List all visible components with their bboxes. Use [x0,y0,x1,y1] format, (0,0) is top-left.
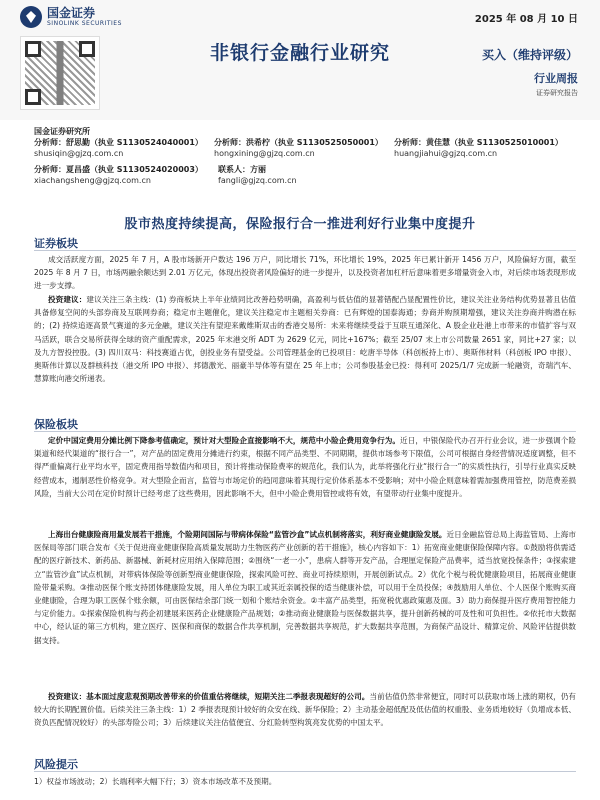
section-title-securities: 证券板块 [34,237,78,250]
analyst-entry [34,164,218,185]
insurance-advice-label: 投资建议：基本面过度悲观预期改善带来的价值重估将继续，短期关注二季报表现超好的公司。 [48,692,370,701]
securities-paragraph-2 [34,293,576,385]
analyst-name: 分析师：洪希柠（执业 S1130525050001） [214,138,383,147]
report-date: 2025 年 08 月 10 日 [474,14,578,25]
analyst-name: 分析师：舒思勤（执业 S1130524040001） [34,138,203,147]
analyst-email[interactable]: huangjiahui@gjzq.com.cn [394,149,498,158]
insurance-headline-2: 上海出台健康险商用量发展若干措施，个险期间国际与带病体保险“监管沙盒”试点机制将落实，利好商业健康险发展。 [48,530,447,539]
contact-name: 联系人：方丽 [218,165,266,174]
rating-badge: 买入（维持评级） [481,48,578,62]
insurance-text-3: 当前估值仍然非常便宜，同时可以获取市场上涨的期权，仍有较大的长期配置价值。后续关注三条主线：1）2 季报表现预计较好的众安在线、新华保险；2）主动基金超低配及低估值的权重股、业务质地较好（负增成本低、资负匹配情况较好）的头部寿险公司；3）后续建议关注估值便宜、分红险转型构筑亮发优势的中国太平。 [34,692,577,728]
securities-paragraph-1: 成交活跃度方面，2025 年 7 月，A 股市场新开户数达 196 万户，同比增长 71%，环比增长 19%，2025 年已累计新开 1456 万户，风险偏好方面，截至 2025 年 8 月 7 日，市场两融余额达到 2.01 万亿元，体现出投资者风险偏好的进一步提升，以及投资者加杠杆后意味着更多增量资金入市，对后续市场表现形成进一步支撑。 [34,255,576,291]
logo-subtext: SINOLINK SECURITIES [47,20,122,27]
section-title-risk: 风险提示 [34,758,78,771]
contact-entry [218,164,402,185]
analyst-email[interactable]: hongxining@gjzq.com.cn [214,149,315,158]
investment-advice-label: 投资建议： [48,295,87,304]
section-title-insurance: 保险板块 [34,418,78,431]
report-header [0,0,600,120]
insurance-text-2: 近日金融监管总局上海监管局、上海市医保局等部门联合发布《关于促进商业健康保险高质量发展助力生物医药产业创新的若干措施》，核心内容如下：1）拓宽商业健康保险保障内容。①鼓励将供需适配的医疗新技术、新药品、新器械、新耗材应用纳入保障范围；②围绕“一老一小”，患病人群等开发产品，合理厘定保险产品费率，适当放宽投保条件；③探索建立“监管沙盒”试点机制，对带病体保险等创新型商业健康保险，探索风险可控、商业可持续原则，开展创新试点。2）优化个税与税优健康险项目，拓展商业健康险带量采购。③推动医保个账支持团体健康险发展，用人单位为职工或其近亲属投保的适当健康补偿，可以用于全员投保；④鼓励用人单位、个人医保个账购买商业健康险，合理为职工医保个账余额，可由医保结余部门统一划和个账结余资金。②丰富产品类型，拓宽税优惠政策惠及面。3）助力商保提升医疗费用智控能力与定价能力。①探索保险机构与药企初建展来医药企业健康险产品规划；②推动商业健康险与医保数据共享，提升创新药械的可及性和可负担性。②依托市大数据中心，经认证的第三方机构，建立医疗、医保和商保的数据合作共享机制，完善数据共享规范，扩大数据共享范围，为商保产品设计、精算定价、风险评估提供数据支持。 [34,530,577,645]
logo-text: 国金证券 [47,6,96,20]
section-divider [34,771,576,772]
company-logo [20,6,122,28]
analyst-list [34,137,574,187]
insurance-paragraph-3 [34,690,576,730]
industry-title: 非银行金融行业研究 [209,42,390,64]
insurance-text-1: 近日，中银保险代办召开行业会议，进一步强调个险渠道和经代渠道的“报行合一”，对产品的固定费用分摊进行约束，根据不同产品类型、不同期期，提供市场参考下限值，公司可根据自身经营情况适度调整，但不得严重偏离行业平均水平，固定费用指导数值内和项目，预计将推动保险费率的规范化，我们认为，此举将强化行业“报行合一”的实质性执行，引导行业真实反映经营成本，遏制恶性价格竞争。对大型险企而言，监管与市场定价的趋同意味着其现行定价体系基本不受影响；对中小险企则意味着需加强费用管控，防范费差损风险，当前大公司在定价时预计已经考虑了这些费用，因此影响不大，但中小险企费用管控或将有效，有望带动行业集中度提升。 [34,436,577,498]
risk-paragraph: 1）权益市场波动；2）长端利率大幅下行；3）资本市场改革不及预期。 [34,777,277,786]
securities-advice-text: 建议关注三条主线：(1) 券商板块上半年业绩同比改善趋势明确，高盈利与低估值的显著错配凸显配置性价比，建议关注业务结构优势显著且估值具备修复空间的头部券商及互联网券商；稳定市主题催化，建议关注稳定市主题相关券商：已有辉煌的国泰海通；券商并购预期增强，建议关注券商并购潜在标的；(2) 持续追逐高景气赛道的多元金融，建议关注有望迎来戴维斯双击的香港交易所：未来将继续受益于互联互通深化、A 股企业赴港上市带来的市值扩容与双马活跃，联合交易所获得全球的资产重配需求，2025 年末港交所 ADT 为 2629 亿元，同比+167%；截至 25/07 末上市公司数量 2651 家，同比+27 家；以及九方智投控股。(3) 四川双马：科技赛道占优，创投业务有望受益。公司管理基金的已投项目：屹唐半导体（科创板持上市）、奥斯伟材料（科创板 IPO 申报）、奥斯伟计算以及群核科技（港交所 IPO 申报）、邦德激光、丽豪半导体等有望在 25 年上市；公司参股基金已投：得利可 2025/1/7 完成新一轮融资，奇瑞汽车、慧算账向港交所递表。 [34,295,576,384]
section-divider [34,431,576,432]
analyst-email[interactable]: xiachangsheng@gjzq.com.cn [34,176,151,185]
logo-icon [20,6,42,28]
report-tag: 证券研究报告 [536,89,578,97]
analyst-entry [34,137,214,158]
contact-email[interactable]: fangli@gjzq.com.cn [218,176,297,185]
section-divider [34,250,576,251]
research-institute: 国金证券研究所 [34,127,90,136]
report-type: 行业周报 [534,72,578,85]
analyst-entry [214,137,394,158]
insurance-paragraph-2 [34,528,576,647]
analyst-entry [394,137,574,158]
analyst-email[interactable]: shusiqin@gjzq.com.cn [34,149,124,158]
insurance-headline-1: 定价中国定费用分摊比例下降参考值确定，预计对大型险企直接影响不大，规范中小险企费用竞争行为。 [48,436,401,445]
analyst-name: 分析师：夏昌盛（执业 S1130524020003） [34,165,203,174]
insurance-paragraph-1 [34,434,576,500]
report-main-title: 股市热度持续提高，保险报行合一推进利好行业集中度提升 [124,217,476,232]
analyst-name: 分析师：黄佳慧（执业 S1130525010001） [394,138,563,147]
